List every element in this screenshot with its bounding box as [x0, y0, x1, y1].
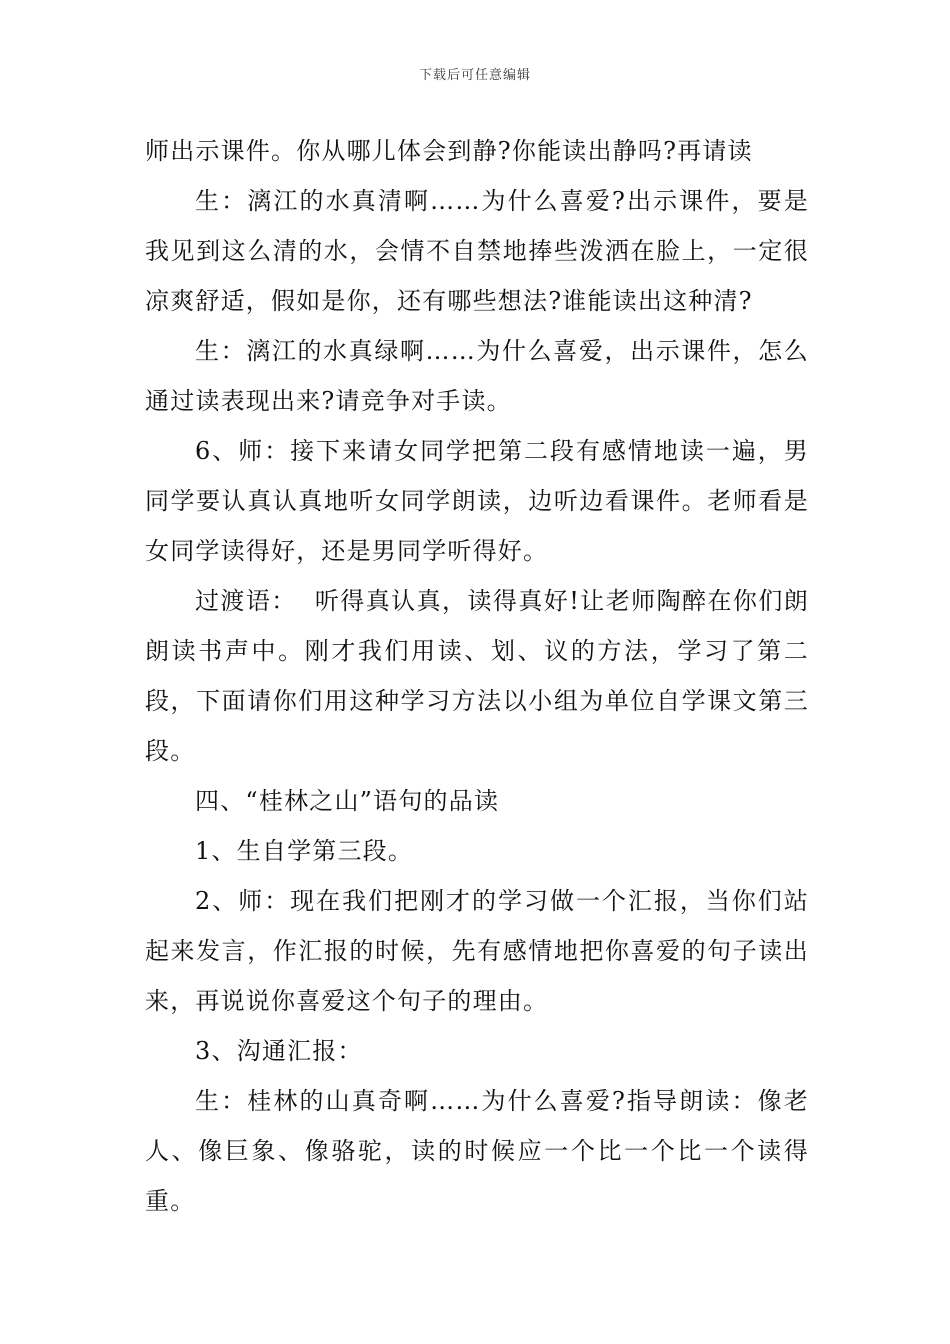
page-header: 下载后可任意编辑 — [418, 68, 531, 83]
document-body — [145, 126, 809, 1226]
paragraph: 生：漓江的水真清啊……为什么喜爱?出示课件，要是我见到这么清的水，会情不自禁地捧些泼洒在脸上，一定很凉爽舒适，假如是你，还有哪些想法?谁能读出这种清? — [145, 187, 809, 315]
paragraph: 2、师：现在我们把刚才的学习做一个汇报，当你们站起来发言，作汇报的时候，先有感情地把你喜爱的句子读出来，再说说你喜爱这个句子的理由。 — [145, 887, 809, 1015]
section-heading: 四、“桂林之山”语句的品读 — [195, 787, 500, 815]
paragraph: 生：漓江的水真绿啊……为什么喜爱，出示课件，怎么通过读表现出来?请竞争对手读。 — [145, 337, 809, 415]
paragraph: 1、生自学第三段。 — [195, 837, 414, 865]
paragraph: 6、师：接下来请女同学把第二段有感情地读一遍，男同学要认真认真地听女同学朗读，边听边看课件。老师看是女同学读得好，还是男同学听得好。 — [145, 437, 809, 565]
paragraph: 生：桂林的山真奇啊……为什么喜爱?指导朗读：像老人、像巨象、像骆驼，读的时候应一个比一个比一个读得重。 — [145, 1087, 809, 1215]
paragraph: 3、沟通汇报： — [195, 1037, 363, 1065]
paragraph: 师出示课件。你从哪儿体会到静?你能读出静吗?再请读 — [145, 137, 753, 165]
paragraph: 过渡语： 听得真认真，读得真好!让老师陶醉在你们朗朗读书声中。刚才我们用读、划、议的方法，学习了第二段，下面请你们用这种学习方法以小组为单位自学课文第三段。 — [145, 587, 809, 765]
